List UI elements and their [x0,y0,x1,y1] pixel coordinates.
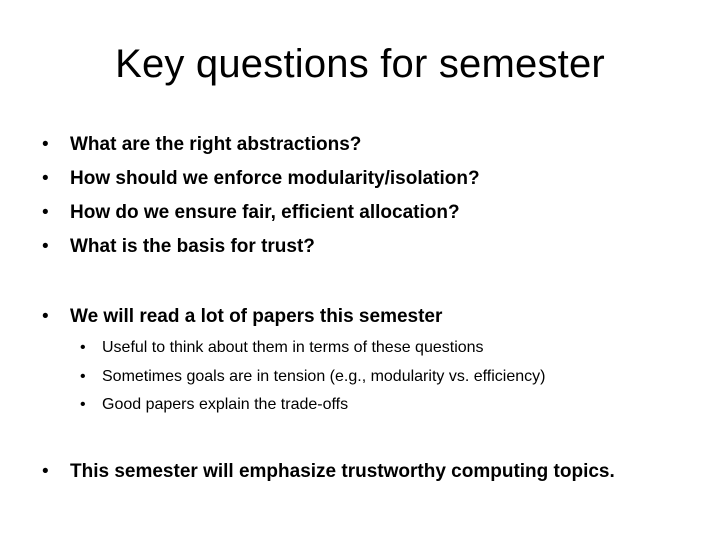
bullet-icon: • [42,202,49,223]
sub-list-item-text: Sometimes goals are in tension (e.g., modularity vs. efficiency) [102,368,546,385]
list-item-text: How should we enforce modularity/isolation? [70,168,480,189]
sub-list-item-text: Useful to think about them in terms of these questions [102,339,484,356]
bullet-icon: • [80,368,86,385]
slide-title: Key questions for semester [115,42,605,86]
bullet-icon: • [42,168,49,189]
bullet-icon: • [42,461,49,482]
list-item-text: How do we ensure fair, efficient allocation? [70,202,460,223]
list-item-text: This semester will emphasize trustworthy computing topics. [70,461,615,482]
bullet-icon: • [80,396,86,413]
sub-list-item-text: Good papers explain the trade-offs [102,396,349,413]
list-item-text: What are the right abstractions? [70,134,362,155]
list-item-text: We will read a lot of papers this semester [70,306,443,327]
bullet-icon: • [80,339,86,356]
bullet-icon: • [42,134,49,155]
bullet-icon: • [42,306,49,327]
bullet-icon: • [42,236,49,257]
list-item-text: What is the basis for trust? [70,236,315,257]
